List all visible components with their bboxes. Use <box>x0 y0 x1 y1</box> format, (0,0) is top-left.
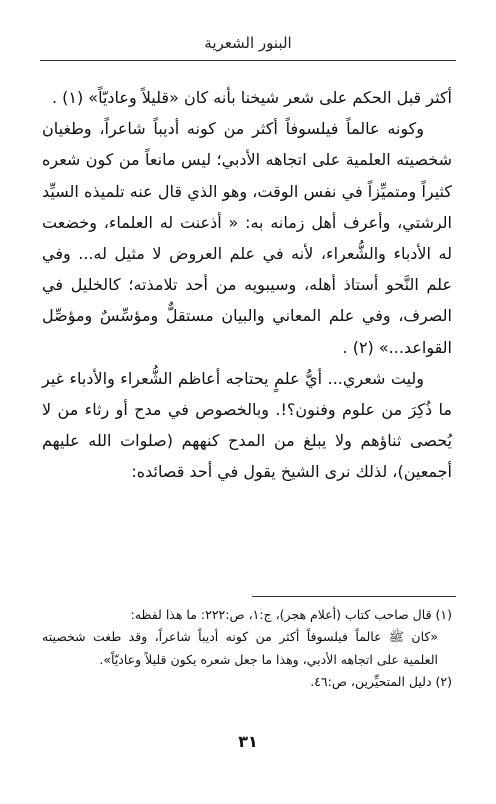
footnotes <box>42 604 452 694</box>
footnote-divider <box>252 596 456 597</box>
footnote-1-quote: «كان ﷺ عالماً فيلسوفاً أكثر من كونه أديباً شاعراً، وقد طغت شخصيته العلمية على اتجاهه الأدبي، وهذا ما جعل شعره يكون قليلاً وعاديّاً». <box>42 629 438 667</box>
paragraph-1: أكثر قبل الحكم على شعر شيخنا بأنه كان «قليلاً وعاديّاً» (١) . <box>51 88 452 107</box>
running-head-title: البنور الشعرية <box>204 34 292 52</box>
main-text <box>42 82 452 488</box>
footnote-2: (٢) دليل المتحيِّرين، ص:٤٦. <box>310 674 452 690</box>
footnote-1: (١) قال صاحب كتاب (أعلام هجر)، ج:١، ص:٢٢٢: ما هذا لفظه: <box>130 607 452 622</box>
paragraph-3: وليت شعري... أيُّ علمٍ يحتاجه أعاظم الشُّعراء والأدباء غير ما ذُكِرَ من علوم وفنون؟!. وبالخصوص في مدح أو رثاء من لا يُحصى ثناؤهم ولا يبلغ من المدح كنههم (صلوات الله عليهم أجمعين)، لذلك نرى الشيخ يقول في أحد قصائده: <box>42 368 452 482</box>
header-divider <box>40 60 456 61</box>
page-number: ٣١ <box>238 732 258 751</box>
paragraph-2: وكونه عالماً فيلسوفاً أكثر من كونه أديباً شاعراً، وطغيان شخصيته العلمية على اتجاهه الأدبي؛ ليس مانعاً من كون شعره كثيراً ومتميِّزاً في نفس الوقت، وهو الذي قال عنه تلميذه السيِّد الرشتي، وأعرف أهل زمانه به: « أذعنت له العلماء، وخضعت له الأدباء والشُّعراء، لأنه في علم العروض لا مثيل له... وفي علم النَّحو أستاذ أهله، وسيبويه من أحد تلامذته؛ كالخليل في الصرف، وفي علم المعاني والبيان مستقلٌّ ومؤسِّسٌ ومؤصِّل القواعد...» (٢) . <box>42 119 452 357</box>
